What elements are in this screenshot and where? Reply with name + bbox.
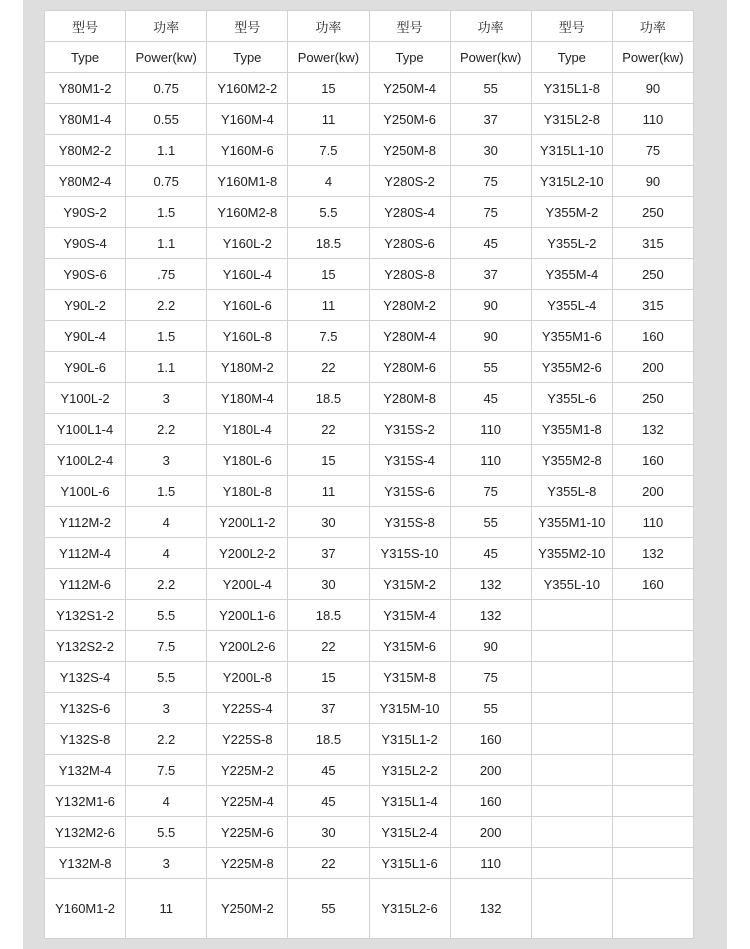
power-kw-cell: 2.2 <box>126 569 207 600</box>
power-kw-cell: 22 <box>288 848 369 879</box>
power-kw-cell: 15 <box>288 662 369 693</box>
model-type-cell: Y90S-4 <box>45 228 126 259</box>
model-type-cell: Y132M-8 <box>45 848 126 879</box>
model-type-cell: Y112M-4 <box>45 538 126 569</box>
power-kw-cell: 132 <box>450 600 531 631</box>
model-type-cell <box>531 631 612 662</box>
power-kw-cell <box>612 786 693 817</box>
header-en-power: Power(kw) <box>612 42 693 73</box>
model-type-cell <box>531 724 612 755</box>
model-type-cell <box>531 662 612 693</box>
power-kw-cell: 90 <box>450 321 531 352</box>
table-row <box>45 755 694 786</box>
model-type-cell: Y200L2-6 <box>207 631 288 662</box>
model-type-cell: Y132M2-6 <box>45 817 126 848</box>
model-type-cell: Y315L1-4 <box>369 786 450 817</box>
model-type-cell: Y280S-2 <box>369 166 450 197</box>
model-type-cell: Y225M-6 <box>207 817 288 848</box>
power-kw-cell: 22 <box>288 352 369 383</box>
model-type-cell: Y280M-2 <box>369 290 450 321</box>
table-row <box>45 569 694 600</box>
power-kw-cell: 160 <box>612 445 693 476</box>
power-kw-cell: 15 <box>288 259 369 290</box>
table-row <box>45 135 694 166</box>
model-type-cell: Y280M-4 <box>369 321 450 352</box>
table-row <box>45 786 694 817</box>
model-type-cell: Y355M1-10 <box>531 507 612 538</box>
power-kw-cell: 75 <box>450 662 531 693</box>
model-type-cell: Y250M-2 <box>207 879 288 939</box>
power-kw-cell: 250 <box>612 259 693 290</box>
model-type-cell: Y315M-2 <box>369 569 450 600</box>
header-cn-type: 型号 <box>531 11 612 42</box>
model-type-cell: Y225S-8 <box>207 724 288 755</box>
power-kw-cell: 1.1 <box>126 228 207 259</box>
model-type-cell: Y160M2-8 <box>207 197 288 228</box>
power-kw-cell: 15 <box>288 445 369 476</box>
table-body <box>45 11 694 939</box>
header-en-power: Power(kw) <box>288 42 369 73</box>
header-en-type: Type <box>531 42 612 73</box>
power-kw-cell: 200 <box>612 352 693 383</box>
model-type-cell: Y100L-6 <box>45 476 126 507</box>
power-kw-cell: 22 <box>288 414 369 445</box>
power-kw-cell: 18.5 <box>288 724 369 755</box>
model-type-cell: Y180L-8 <box>207 476 288 507</box>
header-row-english <box>45 42 694 73</box>
power-kw-cell: 1.5 <box>126 321 207 352</box>
model-type-cell: Y160L-6 <box>207 290 288 321</box>
model-type-cell: Y250M-6 <box>369 104 450 135</box>
power-kw-cell: 2.2 <box>126 290 207 321</box>
model-type-cell: Y160M-6 <box>207 135 288 166</box>
power-kw-cell: 1.1 <box>126 135 207 166</box>
model-type-cell: Y315L1-2 <box>369 724 450 755</box>
model-type-cell: Y315M-6 <box>369 631 450 662</box>
power-kw-cell: 4 <box>126 538 207 569</box>
power-kw-cell: 3 <box>126 848 207 879</box>
header-cn-type: 型号 <box>45 11 126 42</box>
power-kw-cell: 7.5 <box>288 135 369 166</box>
model-type-cell: Y355M-4 <box>531 259 612 290</box>
model-type-cell: Y315M-10 <box>369 693 450 724</box>
table-row <box>45 507 694 538</box>
model-type-cell: Y315L2-6 <box>369 879 450 939</box>
power-kw-cell: 315 <box>612 228 693 259</box>
table-row <box>45 724 694 755</box>
power-kw-cell: 90 <box>450 631 531 662</box>
model-type-cell <box>531 879 612 939</box>
power-kw-cell: 1.1 <box>126 352 207 383</box>
model-type-cell: Y315L1-6 <box>369 848 450 879</box>
power-kw-cell: 55 <box>450 507 531 538</box>
power-kw-cell: 200 <box>450 755 531 786</box>
power-kw-cell: 30 <box>288 817 369 848</box>
table-row <box>45 631 694 662</box>
model-type-cell: Y80M2-2 <box>45 135 126 166</box>
model-type-cell: Y315S-2 <box>369 414 450 445</box>
power-kw-cell: 7.5 <box>288 321 369 352</box>
table-row <box>45 600 694 631</box>
model-type-cell: Y280S-8 <box>369 259 450 290</box>
model-type-cell: Y80M1-4 <box>45 104 126 135</box>
power-kw-cell: 45 <box>288 786 369 817</box>
power-kw-cell: 160 <box>612 569 693 600</box>
header-en-power: Power(kw) <box>450 42 531 73</box>
model-type-cell: Y355L-2 <box>531 228 612 259</box>
power-kw-cell: 2.2 <box>126 414 207 445</box>
power-kw-cell: 132 <box>612 538 693 569</box>
power-kw-cell: 7.5 <box>126 755 207 786</box>
header-cn-power: 功率 <box>450 11 531 42</box>
power-kw-cell <box>612 662 693 693</box>
power-kw-cell: 30 <box>450 135 531 166</box>
model-type-cell: Y355M2-6 <box>531 352 612 383</box>
power-kw-cell: 90 <box>612 73 693 104</box>
model-type-cell: Y132S2-2 <box>45 631 126 662</box>
table-row <box>45 197 694 228</box>
model-type-cell: Y132S-4 <box>45 662 126 693</box>
power-kw-cell: 110 <box>450 414 531 445</box>
motor-power-table <box>44 10 694 939</box>
power-kw-cell: 37 <box>450 104 531 135</box>
model-type-cell: Y132S-8 <box>45 724 126 755</box>
header-cn-power: 功率 <box>126 11 207 42</box>
power-kw-cell: 11 <box>126 879 207 939</box>
power-kw-cell: 15 <box>288 73 369 104</box>
power-kw-cell <box>612 817 693 848</box>
model-type-cell <box>531 786 612 817</box>
model-type-cell: Y225M-4 <box>207 786 288 817</box>
power-kw-cell: 250 <box>612 197 693 228</box>
model-type-cell: Y180M-2 <box>207 352 288 383</box>
model-type-cell: Y355M2-8 <box>531 445 612 476</box>
model-type-cell: Y280S-6 <box>369 228 450 259</box>
power-kw-cell: 5.5 <box>126 600 207 631</box>
table-row <box>45 321 694 352</box>
table-row <box>45 693 694 724</box>
power-kw-cell: 75 <box>450 476 531 507</box>
model-type-cell: Y160M1-8 <box>207 166 288 197</box>
model-type-cell: Y112M-6 <box>45 569 126 600</box>
table-row <box>45 414 694 445</box>
table-row <box>45 879 694 939</box>
header-cn-type: 型号 <box>369 11 450 42</box>
model-type-cell: Y90S-2 <box>45 197 126 228</box>
power-kw-cell: .75 <box>126 259 207 290</box>
model-type-cell: Y90L-2 <box>45 290 126 321</box>
table-row <box>45 817 694 848</box>
model-type-cell: Y315S-4 <box>369 445 450 476</box>
table-row <box>45 445 694 476</box>
model-type-cell: Y355M1-6 <box>531 321 612 352</box>
model-type-cell: Y100L1-4 <box>45 414 126 445</box>
power-kw-cell: 75 <box>450 166 531 197</box>
header-en-type: Type <box>369 42 450 73</box>
power-kw-cell: 2.2 <box>126 724 207 755</box>
table-frame <box>23 0 727 949</box>
model-type-cell: Y160L-8 <box>207 321 288 352</box>
model-type-cell: Y160M1-2 <box>45 879 126 939</box>
power-kw-cell: 45 <box>288 755 369 786</box>
power-kw-cell <box>612 724 693 755</box>
power-kw-cell: 160 <box>450 786 531 817</box>
power-kw-cell: 11 <box>288 104 369 135</box>
table-row <box>45 259 694 290</box>
model-type-cell <box>531 693 612 724</box>
power-kw-cell: 18.5 <box>288 383 369 414</box>
power-kw-cell: 200 <box>450 817 531 848</box>
model-type-cell: Y100L-2 <box>45 383 126 414</box>
power-kw-cell: 160 <box>450 724 531 755</box>
model-type-cell: Y200L1-6 <box>207 600 288 631</box>
power-kw-cell: 55 <box>450 352 531 383</box>
power-kw-cell: 55 <box>450 693 531 724</box>
header-en-type: Type <box>45 42 126 73</box>
power-kw-cell: 30 <box>288 569 369 600</box>
table-row <box>45 166 694 197</box>
model-type-cell: Y100L2-4 <box>45 445 126 476</box>
power-kw-cell: 45 <box>450 228 531 259</box>
power-kw-cell: 0.75 <box>126 166 207 197</box>
power-kw-cell: 200 <box>612 476 693 507</box>
power-kw-cell: 4 <box>126 786 207 817</box>
model-type-cell: Y225S-4 <box>207 693 288 724</box>
model-type-cell <box>531 817 612 848</box>
table-row <box>45 848 694 879</box>
model-type-cell: Y90L-4 <box>45 321 126 352</box>
model-type-cell: Y250M-4 <box>369 73 450 104</box>
power-kw-cell: 1.5 <box>126 476 207 507</box>
power-kw-cell: 55 <box>450 73 531 104</box>
model-type-cell: Y355L-10 <box>531 569 612 600</box>
power-kw-cell: 90 <box>450 290 531 321</box>
power-kw-cell: 3 <box>126 445 207 476</box>
model-type-cell <box>531 848 612 879</box>
power-kw-cell: 0.75 <box>126 73 207 104</box>
power-kw-cell: 3 <box>126 693 207 724</box>
model-type-cell: Y355M1-8 <box>531 414 612 445</box>
power-kw-cell: 5.5 <box>126 662 207 693</box>
model-type-cell: Y315M-8 <box>369 662 450 693</box>
model-type-cell: Y315L2-10 <box>531 166 612 197</box>
model-type-cell <box>531 600 612 631</box>
header-cn-power: 功率 <box>288 11 369 42</box>
model-type-cell: Y250M-8 <box>369 135 450 166</box>
power-kw-cell: 37 <box>288 693 369 724</box>
model-type-cell: Y90S-6 <box>45 259 126 290</box>
model-type-cell: Y355M2-10 <box>531 538 612 569</box>
table-row <box>45 383 694 414</box>
model-type-cell: Y200L2-2 <box>207 538 288 569</box>
model-type-cell: Y180L-4 <box>207 414 288 445</box>
power-kw-cell: 132 <box>612 414 693 445</box>
model-type-cell <box>531 755 612 786</box>
power-kw-cell: 37 <box>450 259 531 290</box>
model-type-cell: Y225M-2 <box>207 755 288 786</box>
model-type-cell: Y315S-8 <box>369 507 450 538</box>
model-type-cell: Y315L1-8 <box>531 73 612 104</box>
model-type-cell: Y200L-4 <box>207 569 288 600</box>
model-type-cell: Y112M-2 <box>45 507 126 538</box>
power-kw-cell: 3 <box>126 383 207 414</box>
power-kw-cell: 7.5 <box>126 631 207 662</box>
model-type-cell: Y90L-6 <box>45 352 126 383</box>
power-kw-cell: 110 <box>450 445 531 476</box>
model-type-cell: Y315L1-10 <box>531 135 612 166</box>
power-kw-cell <box>612 755 693 786</box>
header-row-chinese <box>45 11 694 42</box>
model-type-cell: Y280M-6 <box>369 352 450 383</box>
power-kw-cell: 110 <box>612 507 693 538</box>
power-kw-cell: 37 <box>288 538 369 569</box>
power-kw-cell: 55 <box>288 879 369 939</box>
header-cn-power: 功率 <box>612 11 693 42</box>
power-kw-cell: 90 <box>612 166 693 197</box>
model-type-cell: Y315M-4 <box>369 600 450 631</box>
power-kw-cell: 18.5 <box>288 228 369 259</box>
power-kw-cell <box>612 848 693 879</box>
table-row <box>45 104 694 135</box>
model-type-cell: Y315S-6 <box>369 476 450 507</box>
table-row <box>45 476 694 507</box>
power-kw-cell: 5.5 <box>288 197 369 228</box>
header-en-power: Power(kw) <box>126 42 207 73</box>
header-cn-type: 型号 <box>207 11 288 42</box>
table-row <box>45 538 694 569</box>
power-kw-cell: 45 <box>450 538 531 569</box>
power-kw-cell: 22 <box>288 631 369 662</box>
model-type-cell: Y132M1-6 <box>45 786 126 817</box>
power-kw-cell <box>612 879 693 939</box>
model-type-cell: Y355L-8 <box>531 476 612 507</box>
model-type-cell: Y180L-6 <box>207 445 288 476</box>
power-kw-cell <box>612 693 693 724</box>
model-type-cell: Y80M2-4 <box>45 166 126 197</box>
power-kw-cell: 4 <box>288 166 369 197</box>
model-type-cell: Y132M-4 <box>45 755 126 786</box>
header-en-type: Type <box>207 42 288 73</box>
power-kw-cell: 132 <box>450 569 531 600</box>
power-kw-cell <box>612 631 693 662</box>
power-kw-cell <box>612 600 693 631</box>
power-kw-cell: 110 <box>450 848 531 879</box>
model-type-cell: Y132S1-2 <box>45 600 126 631</box>
table-row <box>45 662 694 693</box>
power-kw-cell: 5.5 <box>126 817 207 848</box>
model-type-cell: Y315S-10 <box>369 538 450 569</box>
model-type-cell: Y200L-8 <box>207 662 288 693</box>
power-kw-cell: 30 <box>288 507 369 538</box>
model-type-cell: Y315L2-2 <box>369 755 450 786</box>
model-type-cell: Y225M-8 <box>207 848 288 879</box>
power-kw-cell: 18.5 <box>288 600 369 631</box>
power-kw-cell: 45 <box>450 383 531 414</box>
model-type-cell: Y355L-4 <box>531 290 612 321</box>
model-type-cell: Y280M-8 <box>369 383 450 414</box>
model-type-cell: Y80M1-2 <box>45 73 126 104</box>
model-type-cell: Y355L-6 <box>531 383 612 414</box>
model-type-cell: Y180M-4 <box>207 383 288 414</box>
table-row <box>45 73 694 104</box>
model-type-cell: Y160M-4 <box>207 104 288 135</box>
table-row <box>45 352 694 383</box>
power-kw-cell: 132 <box>450 879 531 939</box>
model-type-cell: Y160L-4 <box>207 259 288 290</box>
power-kw-cell: 315 <box>612 290 693 321</box>
model-type-cell: Y315L2-8 <box>531 104 612 135</box>
model-type-cell: Y280S-4 <box>369 197 450 228</box>
model-type-cell: Y315L2-4 <box>369 817 450 848</box>
model-type-cell: Y355M-2 <box>531 197 612 228</box>
power-kw-cell: 250 <box>612 383 693 414</box>
power-kw-cell: 160 <box>612 321 693 352</box>
model-type-cell: Y200L1-2 <box>207 507 288 538</box>
power-kw-cell: 1.5 <box>126 197 207 228</box>
power-kw-cell: 11 <box>288 476 369 507</box>
model-type-cell: Y160L-2 <box>207 228 288 259</box>
model-type-cell: Y160M2-2 <box>207 73 288 104</box>
table-row <box>45 290 694 321</box>
power-kw-cell: 4 <box>126 507 207 538</box>
power-kw-cell: 0.55 <box>126 104 207 135</box>
model-type-cell: Y132S-6 <box>45 693 126 724</box>
power-kw-cell: 75 <box>612 135 693 166</box>
table-row <box>45 228 694 259</box>
power-kw-cell: 75 <box>450 197 531 228</box>
power-kw-cell: 11 <box>288 290 369 321</box>
power-kw-cell: 110 <box>612 104 693 135</box>
